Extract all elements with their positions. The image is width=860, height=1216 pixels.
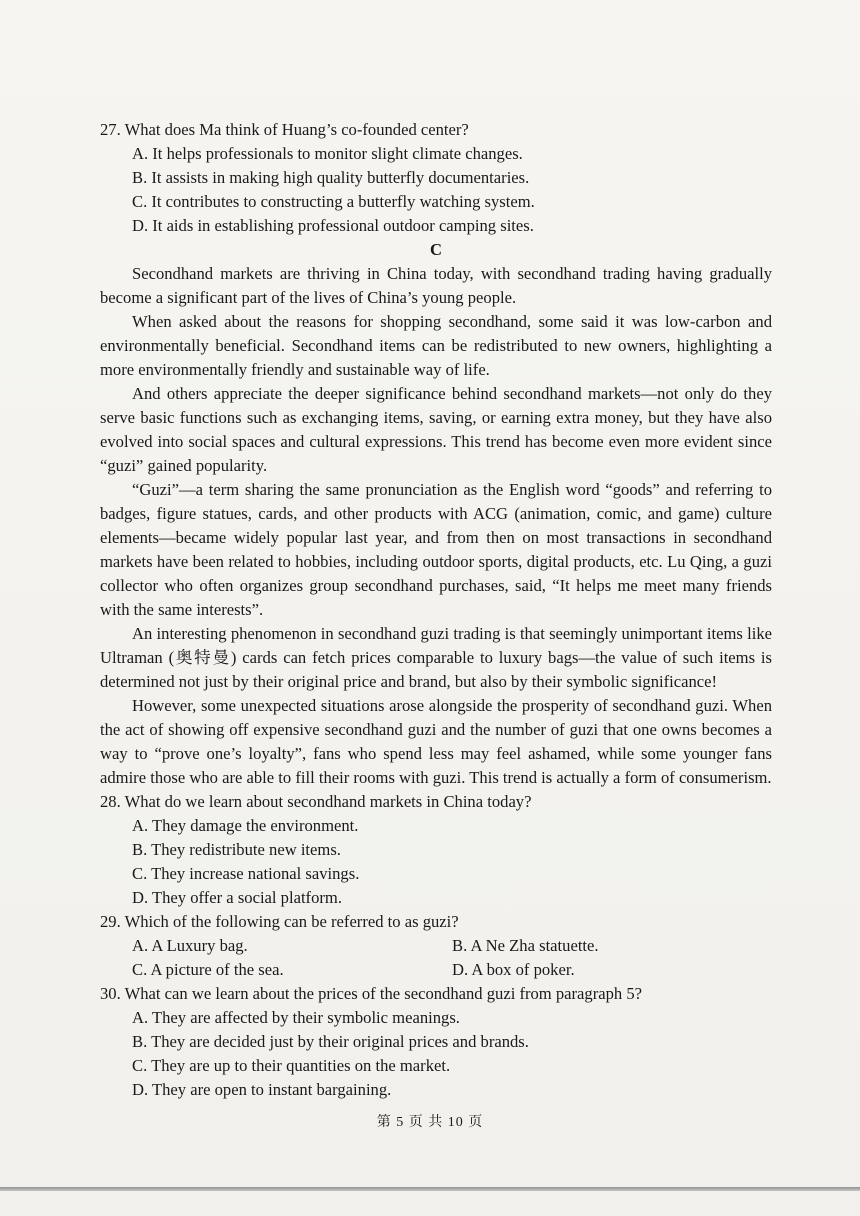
option-d: D. It aids in establishing professional outdoor camping sites. [132,216,534,235]
option-row [132,934,772,958]
option-b: B. They redistribute new items. [132,840,341,859]
option-row [132,958,772,982]
question-stem: 28. What do we learn about secondhand markets in China today? [100,792,532,811]
option-c: C. A picture of the sea. [132,960,284,979]
question-29 [100,910,772,982]
question-28 [100,790,772,910]
option-b: B. It assists in making high quality butterfly documentaries. [132,168,530,187]
option-a: A. They are affected by their symbolic meanings. [132,1008,460,1027]
passage [100,262,772,790]
question-27 [100,118,772,238]
passage-paragraph: “Guzi”—a term sharing the same pronunciation as the English word “goods” and referring to badges, figure statues, cards, and other products with ACG (animation, comic, and game) culture elements—became widely popular last year, and from then on most transactions in secondhand markets have been related to hobbies, including outdoor sports, digital products, etc. Lu Qing, a guzi collector who often organizes group secondhand purchases, said, “It helps me meet many friends with the same interests”. [100,480,772,619]
question-stem: 30. What can we learn about the prices of the secondhand guzi from paragraph 5? [100,984,643,1003]
option-a: A. It helps professionals to monitor slight climate changes. [132,144,523,163]
option-c: C. It contributes to constructing a butterfly watching system. [132,192,535,211]
passage-paragraph: An interesting phenomenon in secondhand guzi trading is that seemingly unimportant items like Ultraman (奥特曼) cards can fetch prices comparable to luxury bags—the value of such items is determined not just by their original price and brand, but also by their symbolic significance! [100,624,772,691]
passage-paragraph: Secondhand markets are thriving in China today, with secondhand trading having gradually become a significant part of the lives of China’s young people. [100,264,772,307]
passage-paragraph: However, some unexpected situations arose alongside the prosperity of secondhand guzi. When the act of showing off expensive secondhand guzi and the number of guzi that one owns becomes a way to “prove one’s loyalty”, fans who spend less may feel ashamed, while some younger fans admire those who are able to fill their rooms with guzi. This trend is actually a form of consumerism. [100,696,772,787]
option-d: D. They are open to instant bargaining. [132,1080,392,1099]
page-content [100,118,772,1102]
option-d: D. They offer a social platform. [132,888,342,907]
option-c: C. They are up to their quantities on the market. [132,1056,451,1075]
option-c: C. They increase national savings. [132,864,360,883]
page-number: 第 5 页 共 10 页 [376,1115,484,1130]
question-30 [100,982,772,1102]
passage-paragraph: And others appreciate the deeper significance behind secondhand markets—not only do they serve basic functions such as exchanging items, saving, or earning extra money, but they have also evolved into social spaces and cultural expressions. This trend has become even more evident since “guzi” gained popularity. [100,384,772,475]
option-b: B. A Ne Zha statuette. [452,936,599,955]
option-b: B. They are decided just by their original prices and brands. [132,1032,529,1051]
option-d: D. A box of poker. [452,960,575,979]
passage-paragraph: When asked about the reasons for shopping secondhand, some said it was low-carbon and environmentally beneficial. Secondhand items can be redistributed to new owners, highlighting a more environmentally friendly and sustainable way of life. [100,312,772,379]
section-title: C [430,240,442,259]
question-stem: 27. What does Ma think of Huang’s co-founded center? [100,120,469,139]
option-a: A. They damage the environment. [132,816,359,835]
question-stem: 29. Which of the following can be referred to as guzi? [100,912,459,931]
scan-edge-divider [0,1187,860,1191]
option-a: A. A Luxury bag. [132,936,248,955]
